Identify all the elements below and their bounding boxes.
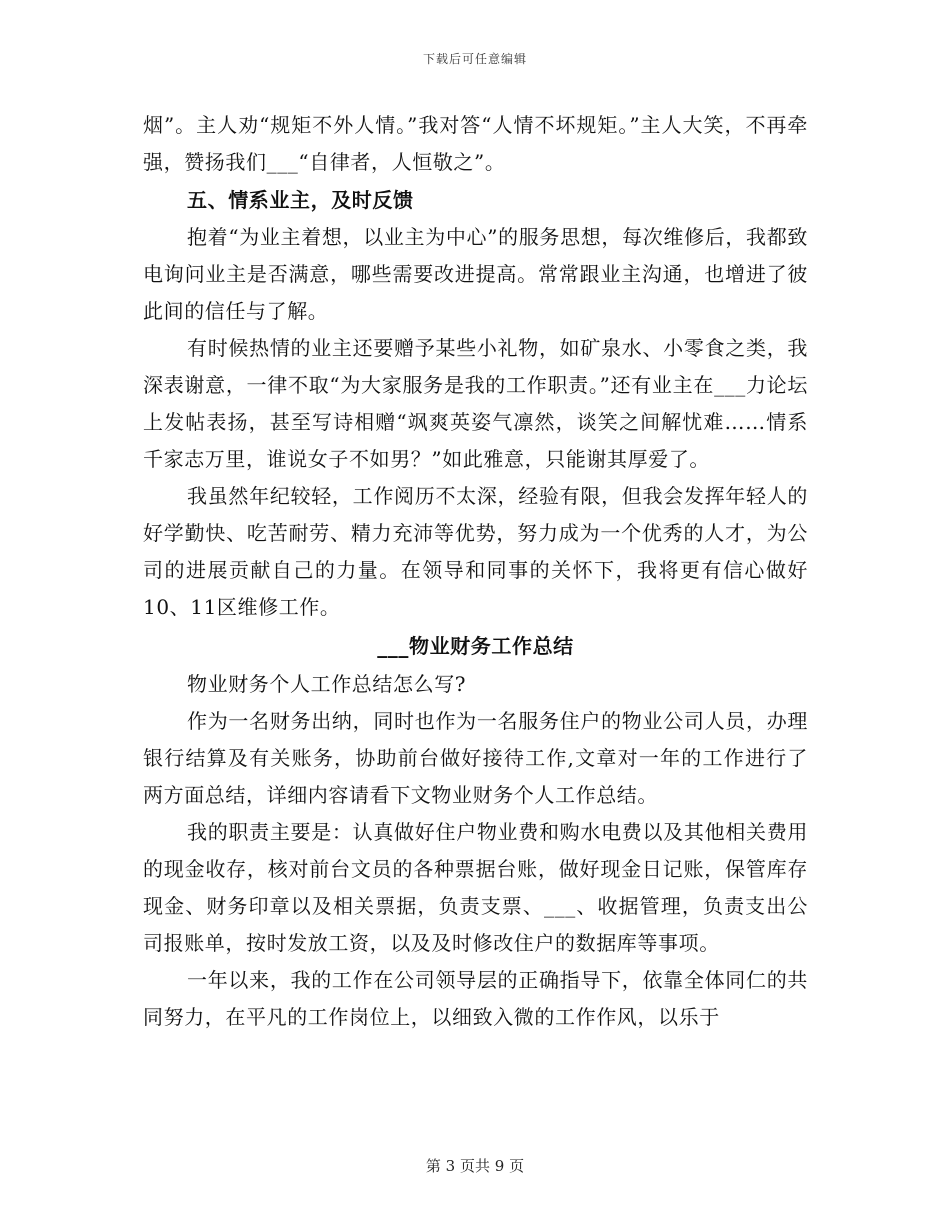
paragraph: 有时候热情的业主还要赠予某些小礼物，如矿泉水、小零食之类，我深表谢意，一律不取“为大家服务是我的工作职责。”还有业主在___力论坛上发帖表扬，甚至写诗相赠“飒爽英姿气凛然，谈笑之间解忧难……情系千家志万里，谁说女子不如男？”如此雅意，只能谢其厚爱了。 <box>143 336 808 471</box>
page-header: 下载后可任意编辑 <box>422 52 527 66</box>
paragraph: 我虽然年纪较轻，工作阅历不太深，经验有限，但我会发挥年轻人的好学勤快、吃苦耐劳、精力充沛等优势，努力成为一个优秀的人才，为公司的进展贡献自己的力量。在领导和同事的关怀下，我将更有信心做好10、11区维修工作。 <box>143 484 808 619</box>
paragraph: 一年以来，我的工作在公司领导层的正确指导下，依靠全体同仁的共同努力，在平凡的工作岗位上，以细致入微的工作作风，以乐于 <box>143 968 808 1029</box>
paragraph: 我的职责主要是：认真做好住户物业费和购水电费以及其他相关费用的现金收存，核对前台文员的各种票据台账，做好现金日记账，保管库存现金、财务印章以及相关票据，负责支票、___、收据管理，负责支出公司报账单，按时发放工资，以及及时修改住户的数据库等事项。 <box>143 820 808 955</box>
paragraph-continuation: 烟”。主人劝“规矩不外人情。”我对答“人情不坏规矩。”主人大笑，不再牵强，赞扬我们___“自律者，人恒敬之”。 <box>143 113 808 174</box>
paragraph: 物业财务个人工作总结怎么写? <box>187 672 467 696</box>
paragraph: 作为一名财务出纳，同时也作为一名服务住户的物业公司人员，办理银行结算及有关账务，协助前台做好接待工作,文章对一年的工作进行了两方面总结，详细内容请看下文物业财务个人工作总结。 <box>143 709 808 807</box>
document-body <box>143 107 808 1036</box>
paragraph: 抱着“为业主着想，以业主为中心”的服务思想，每次维修后，我都致电询问业主是否满意，哪些需要改进提高。常常跟业主沟通，也增进了彼此间的信任与了解。 <box>143 225 808 323</box>
section-heading-five: 五、情系业主，及时反馈 <box>187 188 414 212</box>
page-footer: 第 3 页共 9 页 <box>425 1157 525 1175</box>
document-title: ___物业财务工作总结 <box>377 634 574 658</box>
